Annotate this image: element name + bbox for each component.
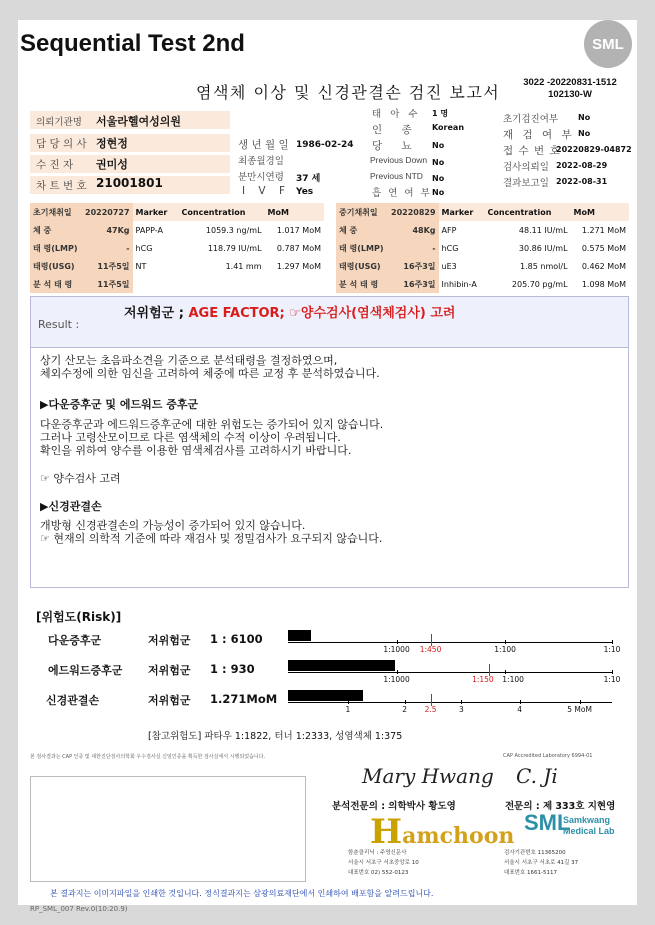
age-label: 분만시연령 (238, 172, 284, 183)
axis-tick-label: 1:100 (494, 645, 516, 654)
table-cell: 체 중 (30, 221, 82, 239)
axis-tick-label: 1:1000 (383, 645, 410, 654)
table-cell: 118.79 IU/mL (207, 243, 262, 253)
table-row (336, 239, 629, 257)
smoke-label: 흡 연 여 부 (372, 188, 432, 199)
table-cell: 태 령(LMP) (336, 239, 388, 257)
axis-tick-label: 2.5 (424, 705, 437, 714)
sml-address: 검사기관번호 11365200 서울시 서초구 서초로 41길 37 대표번호 1661-5117 (504, 850, 579, 876)
table-cell: 1.098 MoM (581, 279, 626, 289)
cap-accreditation: CAP Accredited Laboratory 6994-01 (503, 753, 593, 759)
axis-tick (505, 640, 506, 644)
sml-logo: SML (584, 20, 632, 68)
risk-level: 저위험군 (148, 664, 191, 677)
table-cell: 11주5일 (82, 275, 133, 293)
signature-1: Mary Hwang (362, 764, 494, 788)
birth-label: 생 년 월 일 (238, 139, 289, 151)
axis-tick-label: 2 (402, 705, 408, 714)
axis-tick-label: 4 (517, 705, 523, 714)
chart-value: 21001801 (96, 176, 163, 190)
table-cell: 0.787 MoM (276, 243, 321, 253)
axis-tick (612, 640, 613, 644)
axis-tick (612, 670, 613, 674)
prevdown-value: No (432, 158, 445, 167)
receipt-label: 접 수 번 호 (503, 145, 561, 157)
risk-value: 1 : 6100 (210, 632, 263, 646)
analyst-name: 분석전문의 : 의학박사 황도영 (332, 801, 456, 812)
result-label: Result : (38, 318, 80, 331)
fetus-value: 1 명 (432, 109, 449, 118)
table-row (30, 257, 324, 275)
table-cell: 0.462 MoM (581, 261, 626, 271)
signature-2: C. Ji (516, 764, 558, 788)
table-row (30, 239, 324, 257)
amnio-recommendation: ☞ 양수검사 고려 (40, 472, 121, 485)
axis-tick-label: 1:450 (419, 645, 442, 654)
ivf-value: Yes (296, 187, 314, 197)
table-cell: 48.11 IU/mL (518, 225, 568, 235)
axis-tick-label: 5 MoM (567, 705, 592, 714)
axis-tick (348, 700, 349, 704)
axis-tick (405, 700, 406, 704)
document-number: 3022 -20220831-1512 102130-W (523, 77, 617, 100)
risk-level: 저위험군 (148, 634, 191, 647)
table-cell: AFP (441, 225, 457, 235)
table-cell: Inhibin-A (441, 279, 477, 289)
prevdown-label: Previous Down (370, 155, 428, 165)
axis-tick-label: 1:10 (603, 645, 621, 654)
table-cell: NT (135, 261, 147, 271)
table-row (30, 221, 324, 239)
axis-tick (580, 700, 581, 704)
table-cell: MoM (265, 203, 324, 221)
hamchoon-address: 함춘클리닉 : 주영신문사 서울시 서초구 서초중앙로 10 대표번호 02) 552-0123 (348, 850, 419, 876)
ntd-heading: ▶신경관결손 (40, 500, 102, 513)
risk-level: 저위험군 (148, 694, 191, 707)
table-cell: MoM (571, 203, 629, 221)
table-cell: 0.575 MoM (581, 243, 626, 253)
dm-label: 당 뇨 (372, 140, 420, 152)
table-cell: hCG (441, 243, 459, 253)
risk-axis (288, 642, 612, 643)
table-cell: hCG (135, 243, 153, 253)
table-cell: 체 중 (336, 221, 388, 239)
hamchoon-logo: Hamchoon (370, 812, 515, 852)
table-cell: - (82, 239, 133, 257)
table-cell: 48Kg (388, 221, 439, 239)
axis-tick-label: 1:150 (472, 675, 494, 684)
table-cell: uE3 (441, 261, 457, 271)
table-cell (133, 275, 179, 293)
down-edwards-heading: ▶다운증후군 및 에드워드 증후군 (40, 398, 199, 411)
fetus-label: 태 아 수 (372, 109, 421, 120)
table-cell: 20220829 (388, 203, 439, 221)
table-row (30, 203, 324, 221)
table-row (30, 275, 324, 293)
table-cell: 30.86 IU/mL (518, 243, 568, 253)
table-cell: 16주3일 (388, 275, 439, 293)
table-cell: 1.297 MoM (276, 261, 321, 271)
table-cell: 205.70 pg/mL (511, 279, 568, 289)
reference-risk: [참고위험도] 파타우 1:1822, 터너 1:2333, 성염색체 1:375 (148, 731, 403, 742)
retest-value: No (578, 129, 591, 138)
report-subtitle: 염색체 이상 및 신경관결손 검진 보고서 (196, 83, 501, 102)
axis-tick-label: 1:1000 (383, 675, 410, 684)
table-cell: 1.017 MoM (276, 225, 321, 235)
risk-name: 다운증후군 (48, 634, 102, 647)
dm-value: No (432, 141, 445, 150)
table-cell: 초기채취일 (30, 203, 82, 221)
smoke-value: No (432, 188, 445, 197)
recipient-value: 권미성 (96, 158, 128, 171)
chart-label: 차 트 번 호 (36, 180, 87, 192)
result-summary: 저위험군 ; AGE FACTOR; ☞양수검사(염색체검사) 고려 (124, 306, 456, 321)
result-paragraph-1: 상기 산모는 초음파소견을 기준으로 분석태령을 결정하였으며, 체외수정에 의한 임신을 고려하여 체중에 따른 교정 후 분석하였습니다. (40, 354, 380, 380)
axis-tick-label: 1:10 (603, 675, 621, 684)
table-cell: 중기채취일 (336, 203, 388, 221)
repdate-label: 결과보고일 (503, 178, 549, 189)
table-cell: 1.271 MoM (581, 225, 626, 235)
table-row (336, 203, 629, 221)
report-title: Sequential Test 2nd (20, 30, 245, 57)
firstscr-value: No (578, 113, 591, 122)
axis-tick (397, 670, 398, 674)
sml-brand-text: Samkwang Medical Lab (563, 815, 615, 836)
table-cell: Marker (439, 203, 485, 221)
institution-label: 의뢰기관명 (36, 117, 82, 128)
doctor-value: 정현정 (96, 137, 128, 150)
table-cell: 47Kg (82, 221, 133, 239)
ivf-label: I V F (242, 185, 290, 197)
institution-value: 서울라헬여성의원 (96, 115, 182, 128)
risk-axis (288, 672, 612, 673)
table-cell (179, 275, 265, 293)
table-cell: 1.41 mm (225, 261, 262, 271)
table-row (336, 275, 629, 293)
second-trimester-table (336, 203, 629, 293)
result-paragraph-4: 개방형 신경관결손의 가능성이 증가되어 있지 않습니다. ☞ 현재의 의학적 기준에 따라 재검사 및 정밀검사가 요구되지 않습니다. (40, 519, 383, 545)
axis-tick (461, 700, 462, 704)
birth-value: 1986-02-24 (296, 140, 354, 150)
table-cell: - (388, 239, 439, 257)
axis-tick-label: 1:100 (502, 675, 524, 684)
risk-value: 1 : 930 (210, 662, 255, 676)
risk-name: 신경관결손 (46, 694, 100, 707)
table-cell: 태 령(LMP) (30, 239, 82, 257)
retest-label: 재 검 여 부 (503, 129, 575, 141)
axis-tick-label: 3 (458, 705, 464, 714)
table-cell: 1.85 nmol/L (520, 261, 568, 271)
axis-tick (520, 700, 521, 704)
recipient-label: 수 진 자 (36, 159, 74, 171)
doctor-label: 담 당 의 사 (36, 138, 87, 150)
race-value: Korean (432, 123, 465, 132)
sml-brand-logo: SML (524, 810, 571, 835)
result-paragraph-2: 다운증후군과 에드워드증후군에 대한 위험도는 증가되어 있지 않습니다. 그러나 고령산모이므로 다른 염색체의 수적 이상이 우려됩니다. 확인을 위하여 양수를 이용한 염색체검사를 고려하시기 바랍니다. (40, 418, 384, 457)
comment-box (30, 776, 306, 882)
risk-title: [위험도(Risk)] (36, 610, 122, 624)
axis-tick (505, 670, 506, 674)
age-value: 37 세 (296, 174, 321, 184)
firstscr-label: 초기검진여부 (503, 114, 559, 125)
table-cell: Concentration (485, 203, 571, 221)
prevntd-value: No (432, 174, 445, 183)
risk-bar (288, 660, 395, 671)
table-row (336, 257, 629, 275)
table-cell: Concentration (179, 203, 265, 221)
print-notice: 본 결과지는 이미지파일을 인쇄한 것입니다. 정식결과지는 삼광의료재단에서 인쇄하여 배포함을 알려드립니다. (50, 889, 434, 898)
table-cell (265, 275, 324, 293)
risk-bar (288, 630, 311, 641)
first-trimester-table (30, 203, 324, 293)
table-cell: 분 석 태 령 (30, 275, 82, 293)
repdate-value: 2022-08-31 (556, 177, 608, 186)
table-cell: 16주3일 (388, 257, 439, 275)
accreditation-note: 본 검사결과는 CAP 인증 및 대한진단검사의학회 우수검사실 신임인증을 획득한 검사실에서 시행되었습니다. (30, 754, 266, 760)
table-cell: 1059.3 ng/mL (205, 225, 262, 235)
specialist-name: 전문의 : 제 333호 지현영 (505, 801, 616, 812)
lmp-label: 최종월경일 (238, 156, 284, 167)
reqdate-value: 2022-08-29 (556, 161, 608, 170)
table-cell: 분 석 태 령 (336, 275, 388, 293)
table-cell: 11주5일 (82, 257, 133, 275)
reqdate-label: 검사의뢰일 (503, 162, 549, 173)
table-cell: 20220727 (82, 203, 133, 221)
axis-tick (397, 640, 398, 644)
form-code: RP_SML_007 Rev.0(10:20.9) (30, 905, 128, 913)
risk-value: 1.271MoM (210, 692, 278, 706)
table-cell: PAPP-A (135, 225, 163, 235)
receipt-value: 20220829-04872 (556, 145, 632, 154)
risk-bar (288, 690, 363, 701)
prevntd-label: Previous NTD (370, 171, 423, 181)
risk-axis (288, 702, 612, 703)
table-row (336, 221, 629, 239)
risk-name: 에드워드증후군 (48, 664, 123, 677)
axis-tick-label: 1 (345, 705, 351, 714)
table-cell: 태령(USG) (30, 257, 82, 275)
table-cell: 태령(USG) (336, 257, 388, 275)
race-label: 인 종 (372, 124, 420, 136)
table-cell: Marker (133, 203, 179, 221)
